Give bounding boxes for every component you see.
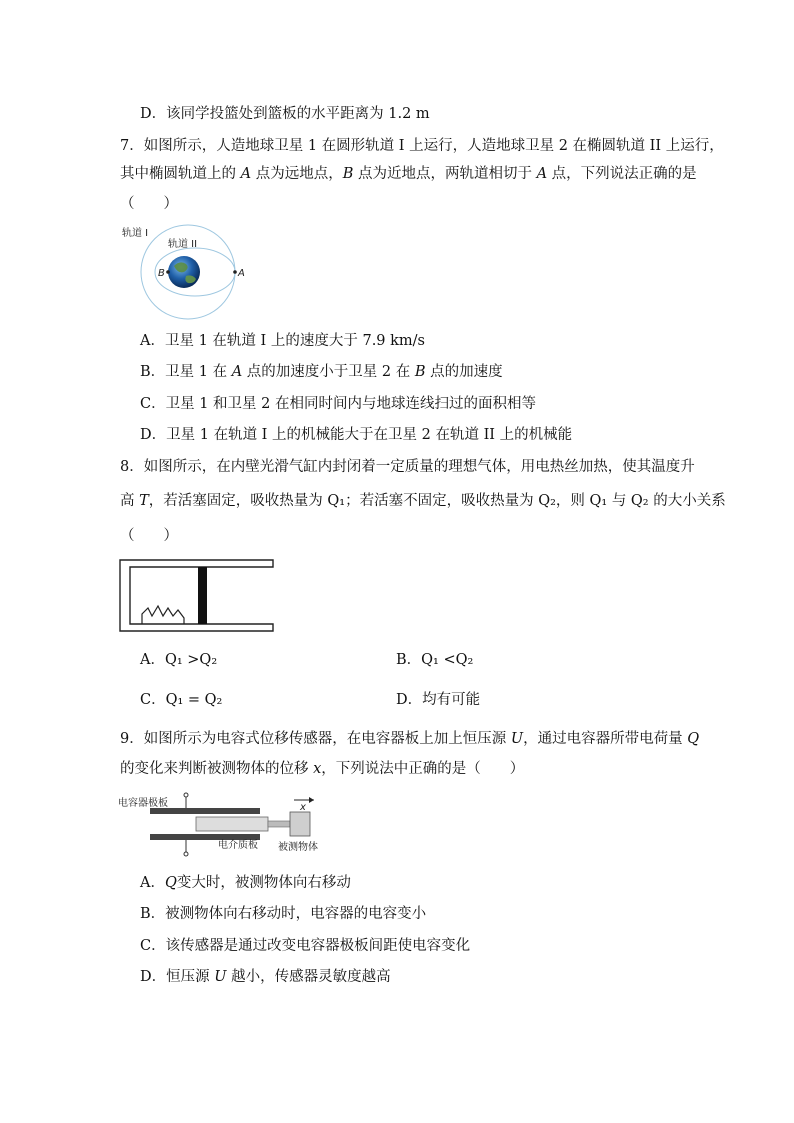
x-label: x <box>300 802 306 813</box>
q8-option-c: C．Q₁ = Q₂ <box>140 692 223 708</box>
orbit2-label: 轨道 II <box>168 239 198 250</box>
q6-option-d: D．该同学投篮处到篮板的水平距离为 1.2 m <box>140 106 430 122</box>
point-a-label: A <box>238 268 245 279</box>
q9-option-a: A．Q变大时，被测物体向右移动 <box>140 875 351 891</box>
q7-option-c: C．卫星 1 和卫星 2 在相同时间内与地球连线扫过的面积相等 <box>140 396 536 412</box>
object-label: 被测物体 <box>278 842 318 853</box>
q7-stem-line1: 7．如图所示，人造地球卫星 1 在圆形轨道 I 上运行，人造地球卫星 2 在椭圆轨道 II 上运行， <box>120 138 724 154</box>
q7-option-a: A．卫星 1 在轨道 I 上的速度大于 7.9 km/s <box>140 333 426 349</box>
q7-answer-paren: （ ） <box>120 196 178 212</box>
point-a-marker <box>233 270 237 274</box>
plate-label: 电容器极板 <box>118 798 168 809</box>
q7-orbit-diagram <box>118 222 278 322</box>
q9-option-c: C．该传感器是通过改变电容器极板间距使电容变化 <box>140 938 471 954</box>
q9-stem-line2: 的变化来判断被测物体的位移 x，下列说法中正确的是（ ） <box>120 761 525 777</box>
q7-stem-line2: 其中椭圆轨道上的 A 点为远地点，B 点为近地点，两轨道相切于 A 点，下列说法正确的是 <box>120 166 697 182</box>
dielectric-slab <box>196 817 268 831</box>
q9-option-d: D．恒压源 U 越小，传感器灵敏度越高 <box>140 969 391 985</box>
point-b-label: B <box>158 268 165 279</box>
q9-option-b: B．被测物体向右移动时，电容器的电容变小 <box>140 906 427 922</box>
heating-wire <box>142 606 184 624</box>
q7-option-d: D．卫星 1 在轨道 I 上的机械能大于在卫星 2 在轨道 II 上的机械能 <box>140 427 573 443</box>
q8-option-b: B．Q₁ <Q₂ <box>396 652 474 668</box>
q8-cylinder-diagram <box>118 558 278 634</box>
q8-answer-paren: （ ） <box>120 528 178 544</box>
q9-sensor-diagram <box>118 790 338 860</box>
q8-option-d: D．均有可能 <box>396 692 481 708</box>
q8-option-a: A．Q₁ >Q₂ <box>140 652 218 668</box>
q7-option-b: B．卫星 1 在 A 点的加速度小于卫星 2 在 B 点的加速度 <box>140 364 503 380</box>
point-b-marker <box>166 270 170 274</box>
q8-stem-line2: 高 T，若活塞固定，吸收热量为 Q₁；若活塞不固定，吸收热量为 Q₂，则 Q₁ 与 Q₂ 的大小关系 <box>120 493 726 509</box>
piston <box>198 567 207 624</box>
orbit1-label: 轨道 I <box>122 228 149 239</box>
q9-stem-line1: 9．如图所示为电容式位移传感器，在电容器板上加上恒压源 U，通过电容器所带电荷量 Q <box>120 731 700 747</box>
q8-stem-line1: 8．如图所示，在内壁光滑气缸内封闭着一定质量的理想气体，用电热丝加热，使其温度升 <box>120 459 695 475</box>
measured-object <box>290 812 310 836</box>
dielectric-label: 电介质板 <box>218 840 258 851</box>
